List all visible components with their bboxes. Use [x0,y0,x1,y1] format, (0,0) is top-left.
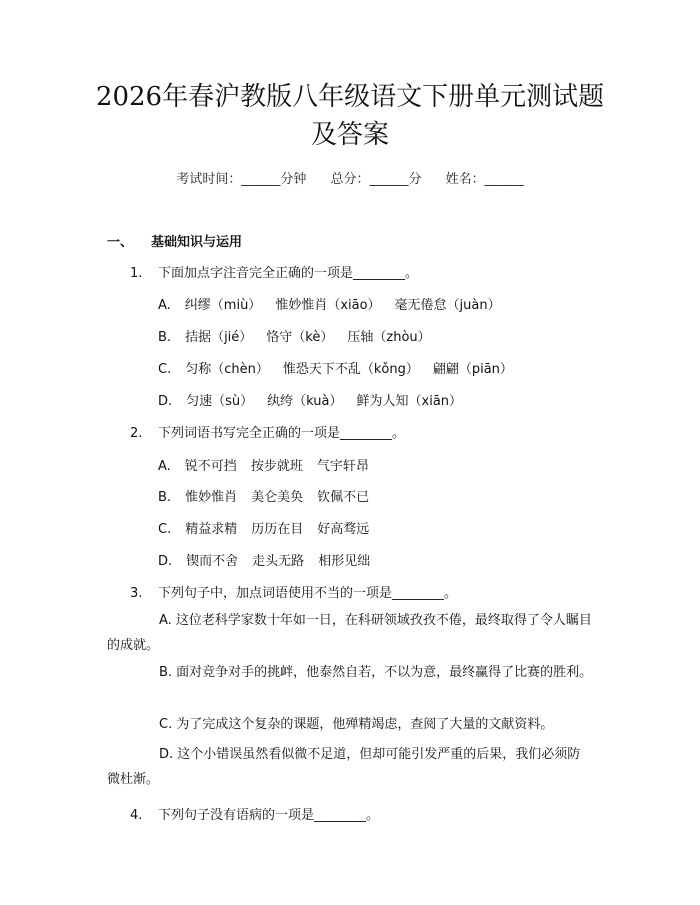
option-word: 历历在目 [251,522,304,537]
question-2 [130,422,405,441]
q1-option-c [158,358,513,377]
option-word: 匀称（chèn） [185,362,269,377]
option-word: 恪守（kè） [266,330,334,345]
option-word: 纨绔（kuà） [267,394,343,409]
section-heading [107,231,242,250]
question-number: 1. [130,266,143,281]
option-word: 相形见绌 [318,554,371,569]
question-number: 3. [130,586,143,601]
question-text: 下列句子中，加点词语使用不当的一项是________。 [158,586,458,601]
option-label: B. [158,330,172,345]
option-label: C. [158,522,172,537]
question-4 [130,804,379,823]
title-line-1: 2026年春沪教版八年级语文下册单元测试题 [95,82,605,112]
exam-meta [0,168,700,187]
q3-option-d: D. 这个小错误虽然看似微不足道，但却可能引发严重的后果，我们必须防微杜渐。 [107,747,581,787]
q2-option-a [158,455,369,474]
option-label: D. [158,394,173,409]
option-word: 匀速（sù） [186,394,254,409]
option-word: 按步就班 [250,459,303,474]
option-word: 毫无倦怠（juàn） [394,298,501,313]
question-number: 2. [130,426,143,441]
question-3 [130,582,457,601]
question-text: 下列词语书写完全正确的一项是________。 [158,426,406,441]
q1-option-d [158,390,462,409]
question-text: 下面加点字注音完全正确的一项是________。 [158,266,419,281]
option-label: D. [158,554,173,569]
section-number: 一、 [107,235,134,250]
option-word: 美仑美奂 [251,490,304,505]
q3-option-b: B. 面对竞争对手的挑衅，他泰然自若，不以为意，最终赢得了比赛的胜利。 [159,665,593,680]
q2-option-c [158,518,369,537]
option-word: 翩翩（piān） [432,362,513,377]
option-word: 鲜为人知（xiān） [356,394,463,409]
option-word: 惟恐天下不乱（kǒng） [282,362,419,377]
option-word: 锲而不舍 [186,554,239,569]
q3-option-a: A. 这位老科学家数十年如一日，在科研领域孜孜不倦，最终取得了令人瞩目的成就。 [107,613,592,653]
option-word: 压轴（zhòu） [347,330,431,345]
option-word: 钦佩不已 [317,490,370,505]
option-word: 惟妙惟肖（xiāo） [275,298,381,313]
exam-score: 总分：______分 [330,172,422,187]
option-word: 走头无路 [252,554,305,569]
page-title [60,78,640,154]
title-line-2: 及答案 [310,120,389,150]
option-word: 气宇轩昂 [316,459,369,474]
option-word: 惟妙惟肖 [185,490,238,505]
option-word: 锐不可挡 [184,459,237,474]
q2-option-d [158,550,370,569]
option-label: C. [158,362,172,377]
q1-option-b [158,326,431,345]
option-word: 精益求精 [185,522,238,537]
option-label: B. [158,490,172,505]
question-number: 4. [130,808,143,823]
question-text: 下列句子没有语病的一项是________。 [158,808,380,823]
option-word: 好高骛远 [317,522,370,537]
option-word: 纠缪（miù） [184,298,262,313]
option-word: 拮据（jié） [185,330,253,345]
q2-option-b [158,486,369,505]
section-label: 基础知识与运用 [151,235,243,250]
option-label: A. [158,459,171,474]
exam-name: 姓名：______ [445,172,524,187]
question-1 [130,262,418,281]
q3-option-c: C. 为了完成这个复杂的课题，他殚精竭虑，查阅了大量的文献资料。 [159,717,554,732]
exam-time: 考试时间：______分钟 [176,172,307,187]
option-label: A. [158,298,171,313]
q1-option-a [158,294,501,313]
